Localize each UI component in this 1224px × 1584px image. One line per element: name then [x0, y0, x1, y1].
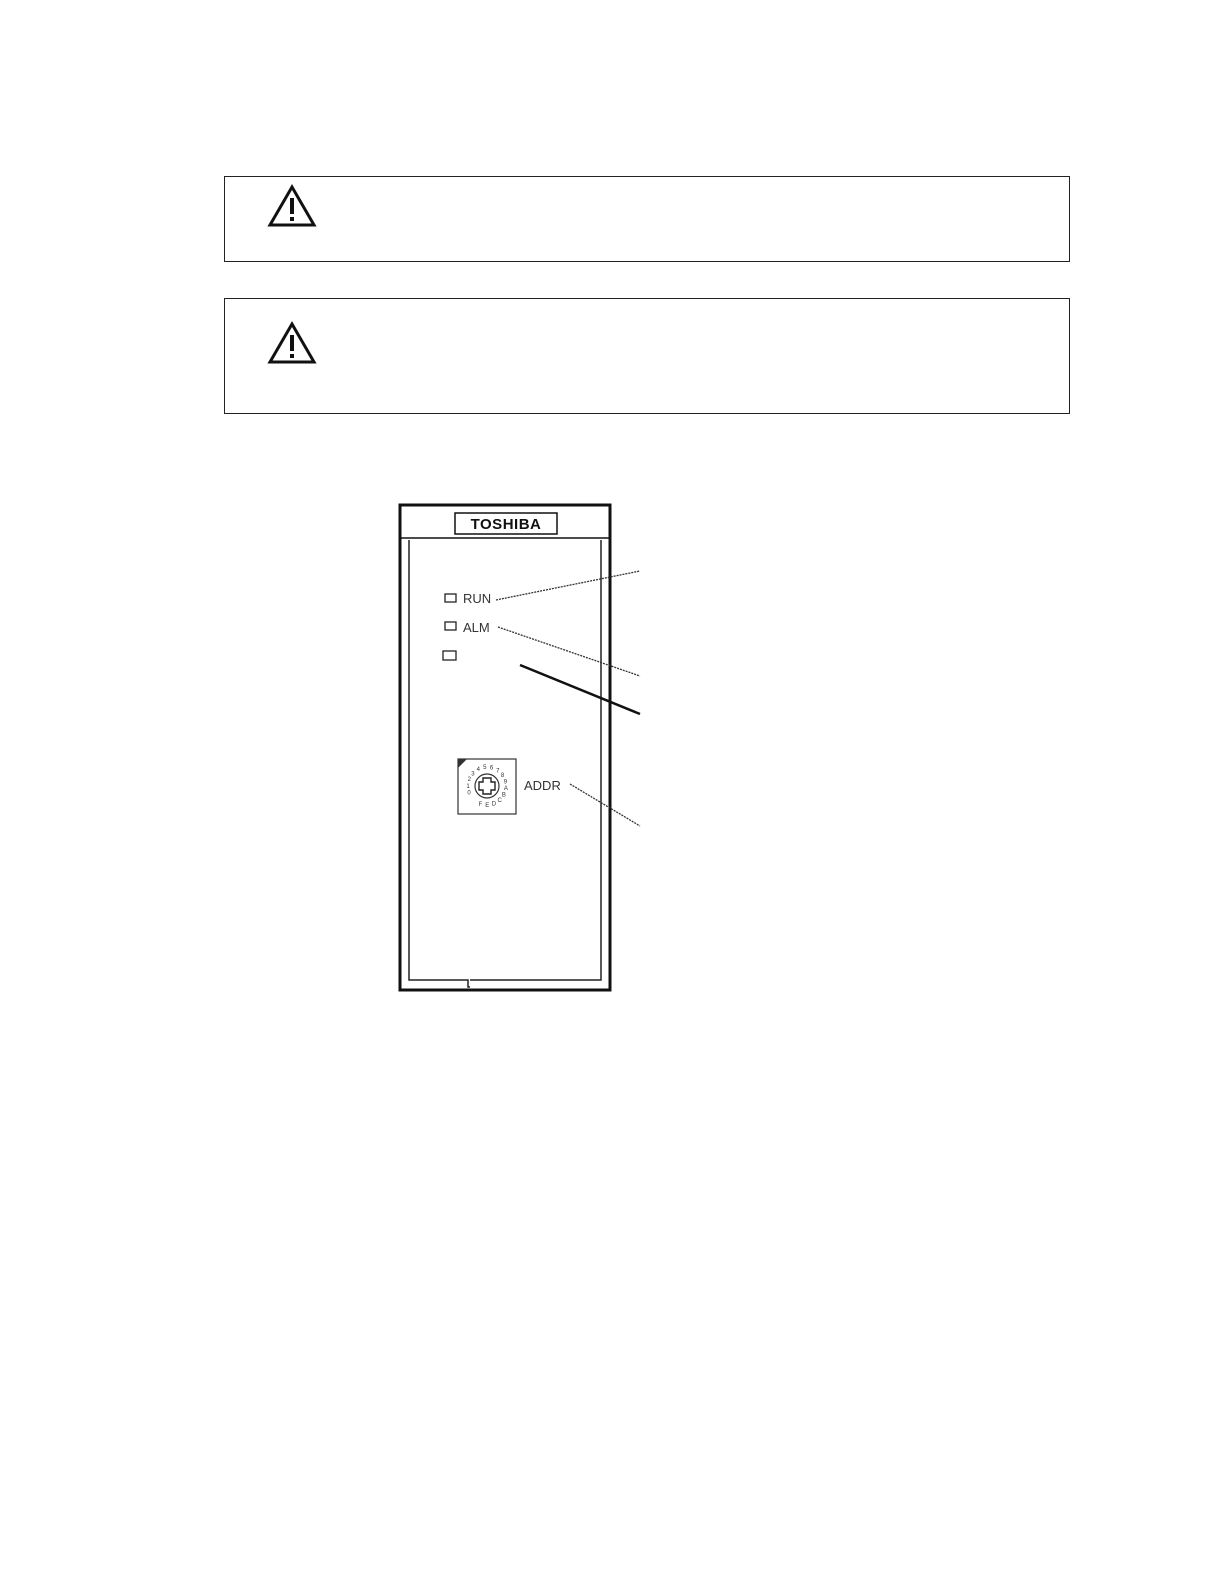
- switch-digit: 7: [496, 768, 500, 775]
- third-led: [443, 651, 456, 660]
- module-casing: [400, 505, 610, 990]
- switch-digit: 6: [489, 765, 494, 772]
- address-rotary-switch[interactable]: [458, 759, 516, 814]
- switch-digit: C: [497, 798, 502, 805]
- run-led-label: RUN: [463, 591, 492, 606]
- switch-digit: A: [503, 786, 508, 793]
- run-led: [445, 594, 456, 602]
- module-front-panel-figure: [398, 503, 648, 995]
- switch-digit: E: [485, 803, 490, 809]
- alm-led-label: ALM: [463, 620, 490, 635]
- brand-logo: TOSHIBA: [470, 516, 542, 533]
- switch-digit: 2: [467, 777, 471, 784]
- addr-switch-label: ADDR: [524, 778, 561, 793]
- switch-digit: 9: [503, 779, 508, 786]
- switch-digit: 5: [483, 765, 487, 772]
- warning-triangle-icon: [267, 184, 317, 228]
- switch-digit: D: [491, 801, 497, 808]
- warning-triangle-icon: [267, 321, 317, 365]
- switch-digit: 1: [466, 783, 470, 790]
- switch-digit: B: [501, 792, 506, 799]
- warning-notice-box: [224, 176, 1070, 262]
- switch-digit: 8: [500, 773, 505, 780]
- switch-digit: F: [478, 801, 483, 808]
- caution-notice-box: [224, 298, 1070, 414]
- switch-digit: 4: [476, 767, 480, 774]
- switch-digit: 3: [471, 771, 475, 778]
- alm-led: [445, 622, 456, 630]
- switch-digit: 0: [467, 790, 471, 797]
